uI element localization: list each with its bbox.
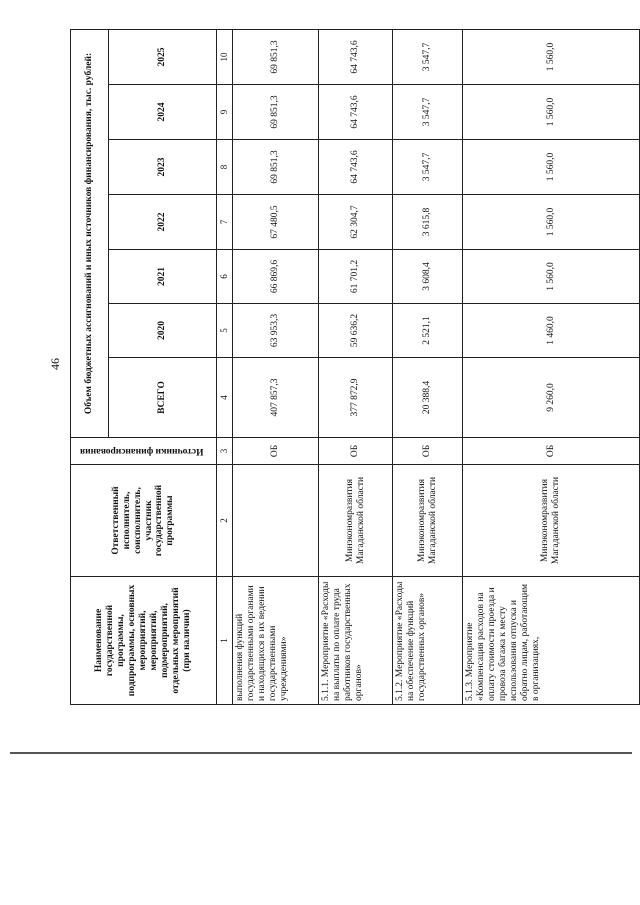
header-year: 2025 xyxy=(109,29,217,84)
row-total: 9 260,0 xyxy=(463,358,640,438)
row-name: выполнения функций государственными органами и находящихся в их ведении государственными учреждениями» xyxy=(233,577,319,705)
row-value: 3 608,4 xyxy=(393,250,463,304)
row-value: 1 560,0 xyxy=(463,85,640,140)
col-number: 5 xyxy=(217,304,233,358)
budget-table xyxy=(70,29,640,705)
row-executor xyxy=(233,465,319,577)
header-source-text: Источники финансирования xyxy=(79,446,204,457)
col-number: 4 xyxy=(217,358,233,438)
table-row xyxy=(393,29,463,704)
row-executor: Минэкономразвития Магаданской области xyxy=(393,465,463,577)
table-row xyxy=(319,29,393,704)
row-executor: Минэкономразвития Магаданской области xyxy=(319,465,393,577)
header-source xyxy=(71,438,217,465)
row-value: 1 560,0 xyxy=(463,140,640,195)
header-year: 2024 xyxy=(109,85,217,140)
col-number: 3 xyxy=(217,438,233,465)
col-number: 9 xyxy=(217,85,233,140)
column-number-row xyxy=(217,29,233,704)
header-year: 2020 xyxy=(109,304,217,358)
row-value: 59 636,2 xyxy=(319,304,393,358)
header-year: 2023 xyxy=(109,140,217,195)
row-value: 3 547,7 xyxy=(393,140,463,195)
budget-table-rotated xyxy=(70,30,640,705)
row-value: 1 560,0 xyxy=(463,29,640,84)
col-number: 7 xyxy=(217,195,233,250)
header-volume: Объем бюджетных ассигнований и иных источников финансирования, тыс. рублей: xyxy=(71,29,109,437)
header-name: Наименование государственной программы, подпрограммы, основных мероприятий, мероприятий, подмероприятий, отдельных мероприятий (при наличии) xyxy=(71,577,217,705)
header-total: ВСЕГО xyxy=(109,358,217,438)
row-name: 5.1.3. Мероприятие «Компенсация расходов на оплату стоимости проезда и провоза багажа к месту использования отпуска и обратно лицам, работающим в организациях, xyxy=(463,577,640,705)
row-value: 2 521,1 xyxy=(393,304,463,358)
row-value: 67 480,5 xyxy=(233,195,319,250)
row-executor: Минэкономразвития Магаданской области xyxy=(463,465,640,577)
col-number: 10 xyxy=(217,29,233,84)
row-value: 1 560,0 xyxy=(463,195,640,250)
row-value: 69 851,3 xyxy=(233,140,319,195)
col-number: 1 xyxy=(217,577,233,705)
row-value: 62 304,7 xyxy=(319,195,393,250)
row-value: 66 869,6 xyxy=(233,250,319,304)
header-year: 2021 xyxy=(109,250,217,304)
row-source: ОБ xyxy=(393,438,463,465)
page-number: 46 xyxy=(48,358,62,370)
page-edge-line xyxy=(10,752,632,754)
row-name: 5.1.2. Мероприятие «Расходы на обеспечение функций государственных органов» xyxy=(393,577,463,705)
row-value: 64 743,6 xyxy=(319,29,393,84)
header-executor: Ответственный исполнитель, соисполнитель, участник государственной программы xyxy=(71,465,217,577)
row-value: 63 953,3 xyxy=(233,304,319,358)
row-value: 3 615,8 xyxy=(393,195,463,250)
row-value: 69 851,3 xyxy=(233,29,319,84)
table-row xyxy=(463,29,640,704)
row-source: ОБ xyxy=(233,438,319,465)
col-number: 8 xyxy=(217,140,233,195)
header-year: 2022 xyxy=(109,195,217,250)
row-value: 61 701,2 xyxy=(319,250,393,304)
row-value: 3 547,7 xyxy=(393,85,463,140)
row-source: ОБ xyxy=(463,438,640,465)
row-value: 64 743,6 xyxy=(319,85,393,140)
col-number: 2 xyxy=(217,465,233,577)
row-total: 407 857,3 xyxy=(233,358,319,438)
row-value: 69 851,3 xyxy=(233,85,319,140)
row-value: 64 743,6 xyxy=(319,140,393,195)
row-source: ОБ xyxy=(319,438,393,465)
row-value: 3 547,7 xyxy=(393,29,463,84)
row-total: 20 388,4 xyxy=(393,358,463,438)
row-value: 1 560,0 xyxy=(463,250,640,304)
row-total: 377 872,9 xyxy=(319,358,393,438)
row-name: 5.1.1. Мероприятие «Расходы на выплаты по оплате труда работников государственных органов» xyxy=(319,577,393,705)
table-row xyxy=(233,29,319,704)
row-value: 1 460,0 xyxy=(463,304,640,358)
col-number: 6 xyxy=(217,250,233,304)
